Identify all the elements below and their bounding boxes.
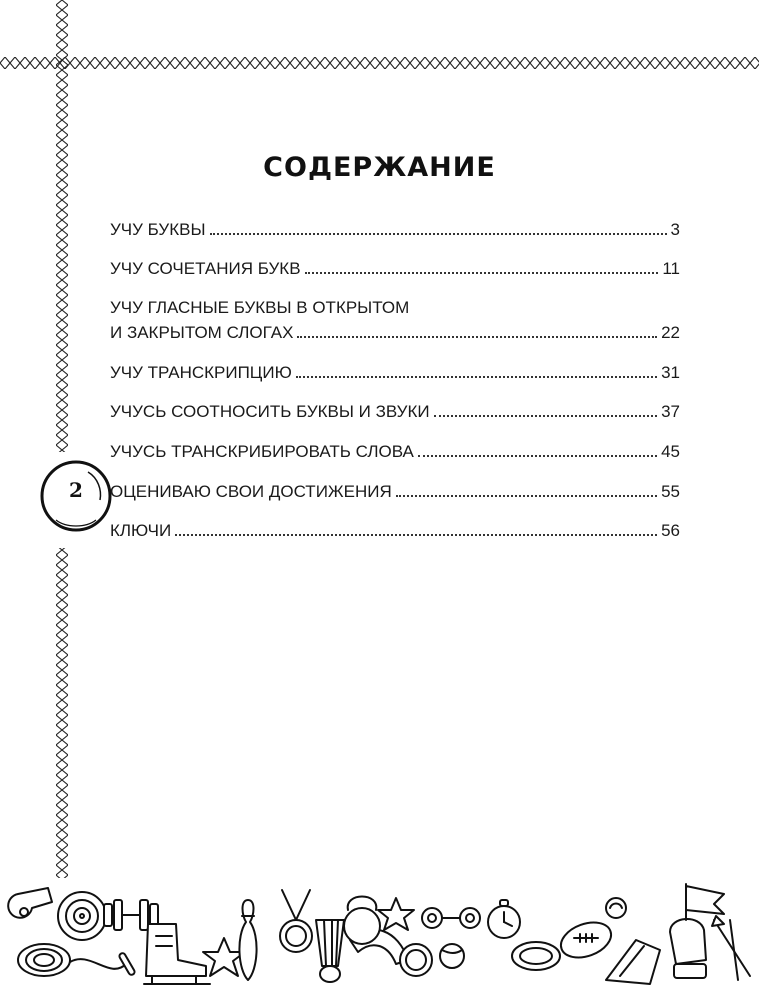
ball-icon (606, 898, 626, 918)
rugby-ball-icon (556, 916, 616, 964)
toc-entry[interactable] (110, 219, 680, 241)
toc-entry-page: 37 (661, 402, 680, 421)
toc-entry-label: КЛЮЧИ (110, 521, 172, 540)
toc-entry[interactable] (110, 297, 680, 344)
page-number: 2 (69, 478, 83, 502)
sports-equipment-doodles-icon (0, 880, 759, 1000)
toc-entry-label: УЧУСЬ СООТНОСИТЬ БУКВЫ И ЗВУКИ (110, 402, 430, 421)
toc-leader-dots (396, 495, 657, 497)
toc-entry[interactable] (110, 481, 680, 503)
toc-entry-page: 22 (661, 323, 680, 342)
ice-skate-icon (144, 924, 210, 984)
toc-entry-label: УЧУ БУКВЫ (110, 220, 206, 239)
toc-entry-label: УЧУ ТРАНСКРИПЦИЮ (110, 363, 292, 382)
toc-leader-dots (297, 336, 657, 338)
left-diamond-border-upper (56, 0, 68, 452)
toc-entry-page: 11 (662, 259, 680, 278)
toc-leader-dots (210, 233, 667, 235)
toc-leader-dots (175, 534, 657, 536)
toc-entry-label-line1: УЧУ ГЛАСНЫЕ БУКВЫ В ОТКРЫТОМ (110, 298, 410, 317)
toc-leader-dots (418, 455, 657, 457)
jump-rope-icon (18, 944, 136, 976)
toc-entry-page: 45 (661, 442, 680, 461)
ball-icon (440, 944, 464, 968)
toc-entry[interactable] (110, 362, 680, 384)
boxing-glove-icon (670, 919, 706, 978)
flag-icon (686, 884, 724, 920)
bowling-pin-icon (239, 900, 256, 980)
toc-leader-dots (305, 272, 659, 274)
shuttlecock-icon (316, 920, 344, 982)
toc-leader-dots (296, 376, 657, 378)
toc-entry[interactable] (110, 258, 680, 280)
whistle-icon (8, 888, 52, 918)
page-number-badge (36, 448, 116, 553)
toc-entry-label: ОЦЕНИВАЮ СВОИ ДОСТИЖЕНИЯ (110, 482, 392, 501)
kettlebell-icon (344, 897, 380, 945)
toc-entry-page: 56 (661, 521, 680, 540)
star-icon (378, 898, 414, 930)
toc-entry-label: И ЗАКРЫТОМ СЛОГАХ (110, 323, 294, 342)
toc-entry-page: 31 (661, 363, 680, 382)
barbell-icon (422, 908, 480, 928)
toc-entry-page: 3 (670, 220, 680, 239)
toc-entry-page: 55 (661, 482, 680, 501)
toc-entry-label: УЧУСЬ ТРАНСКРИБИРОВАТЬ СЛОВА (110, 442, 414, 461)
medal-icon (400, 944, 432, 976)
toc-entry[interactable] (110, 441, 680, 463)
toc-entry[interactable] (110, 520, 680, 542)
toc-leader-dots (434, 415, 658, 417)
stopwatch-icon (488, 900, 520, 938)
flippers-icon (606, 940, 660, 984)
toc-entry-label: УЧУ СОЧЕТАНИЯ БУКВ (110, 259, 301, 278)
toc-entry[interactable] (110, 401, 680, 423)
page-title: СОДЕРЖАНИЕ (263, 152, 496, 183)
medal-icon (280, 890, 312, 952)
ring-icon (512, 942, 560, 970)
top-diamond-border (0, 57, 759, 69)
dart-icon (712, 916, 750, 980)
target-icon (58, 892, 106, 940)
left-diamond-border-lower (56, 548, 68, 878)
